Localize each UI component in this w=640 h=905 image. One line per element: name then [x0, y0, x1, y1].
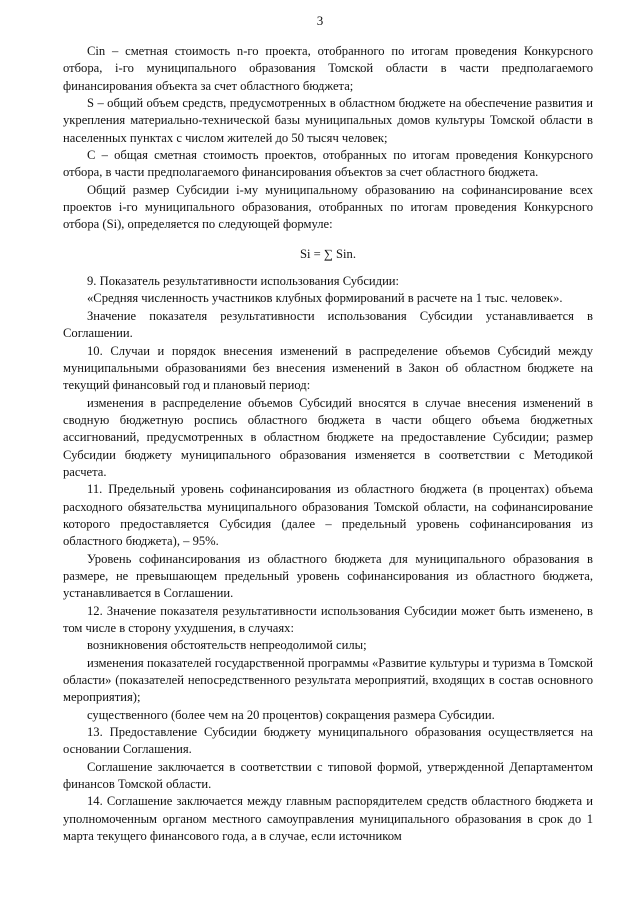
- paragraph-item-10: 10. Случаи и порядок внесения изменений в распределение объемов Субсидий между муниципальными образованиями без внесения изменений в Закон об областном бюджете на текущий финансовый год и плановый период:: [63, 343, 593, 393]
- paragraph-item-13: 13. Предоставление Субсидии бюджету муниципального образования осуществляется на основании Соглашения.: [63, 725, 593, 757]
- paragraph-subsidy-reduction: существенного (более чем на 20 процентов) сокращения размера Субсидии.: [87, 707, 495, 722]
- formula-si: Si = ∑ Sin.: [300, 246, 356, 261]
- paragraph-distribution-changes: изменения в распределение объемов Субсидий вносятся в случае внесения изменений в сводную бюджетную роспись областного бюджета в части общего объема бюджетных ассигнований, предусмотренных в областном бюджете на предоставление Субсидии; размер Субсидии бюджету муниципального образования изменяется в соответствии с Методикой расчета.: [63, 395, 593, 479]
- paragraph-force-majeure: возникновения обстоятельств непреодолимой силы;: [87, 638, 367, 653]
- paragraph-total-subsidy: Общий размер Субсидии i-му муниципальному образованию на софинансирование всех проектов i-го муниципального образования, отобранных по итогам проведения Конкурсного отбора (Si), определяется по следующей формуле:: [63, 182, 593, 232]
- paragraph-cin-definition: Cin – сметная стоимость n-го проекта, отобранного по итогам проведения Конкурсного отбора, i-го муниципального образования Томской области в части предполагаемого финансирования объекта за счет областного бюджета;: [63, 44, 593, 93]
- page-number: 3: [316, 13, 324, 28]
- paragraph-s-definition: S – общий объем средств, предусмотренных в областном бюджете на обеспечение развития и укрепления материально-технической базы муниципальных домов культуры Томской области в населенных пунктах с числом жителей до 50 тысяч человек;: [63, 96, 593, 145]
- paragraph-program-changes: изменения показателей государственной программы «Развитие культуры и туризма в Томской области» (показателей непосредственного результата мероприятий, входящих в состав основного мероприятия);: [63, 655, 593, 705]
- paragraph-item-11: 11. Предельный уровень софинансирования из областного бюджета (в процентах) объема расходного обязательства муниципального образования Томской области, на софинансирование которого предоставляется Субсидия (далее – предельный уровень софинансирования из областного бюджета), – 95%.: [63, 482, 593, 549]
- paragraph-item-12: 12. Значение показателя результативности использования Субсидии может быть изменено, в том числе в сторону ухудшения, в случаях:: [63, 603, 593, 635]
- paragraph-cofinancing-level: Уровень софинансирования из областного бюджета для муниципального образования в размере, не превышающем предельный уровень софинансирования из областного бюджета, устанавливается в Соглашении.: [63, 551, 593, 601]
- paragraph-c-definition: С – общая сметная стоимость проектов, отобранных по итогам проведения Конкурсного отбора, в части предполагаемого финансирования объектов за счет областного бюджета.: [63, 148, 593, 180]
- paragraph-indicator-quote: «Средняя численность участников клубных формирований в расчете на 1 тыс. человек».: [87, 291, 563, 306]
- paragraph-item-14: 14. Соглашение заключается между главным распорядителем средств областного бюджета и уполномоченным органом местного самоуправления муниципального образования в срок до 1 марта текущего финансового года, а в случае, если источником: [63, 794, 593, 844]
- paragraph-indicator-value: Значение показателя результативности использования Субсидии устанавливается в Соглашении.: [63, 308, 593, 341]
- document-body: [63, 43, 593, 845]
- paragraph-agreement-form: Соглашение заключается в соответствии с типовой формой, утвержденной Департаментом финансов Томской области.: [63, 759, 593, 792]
- paragraph-item-9: 9. Показатель результативности использования Субсидии:: [87, 274, 400, 289]
